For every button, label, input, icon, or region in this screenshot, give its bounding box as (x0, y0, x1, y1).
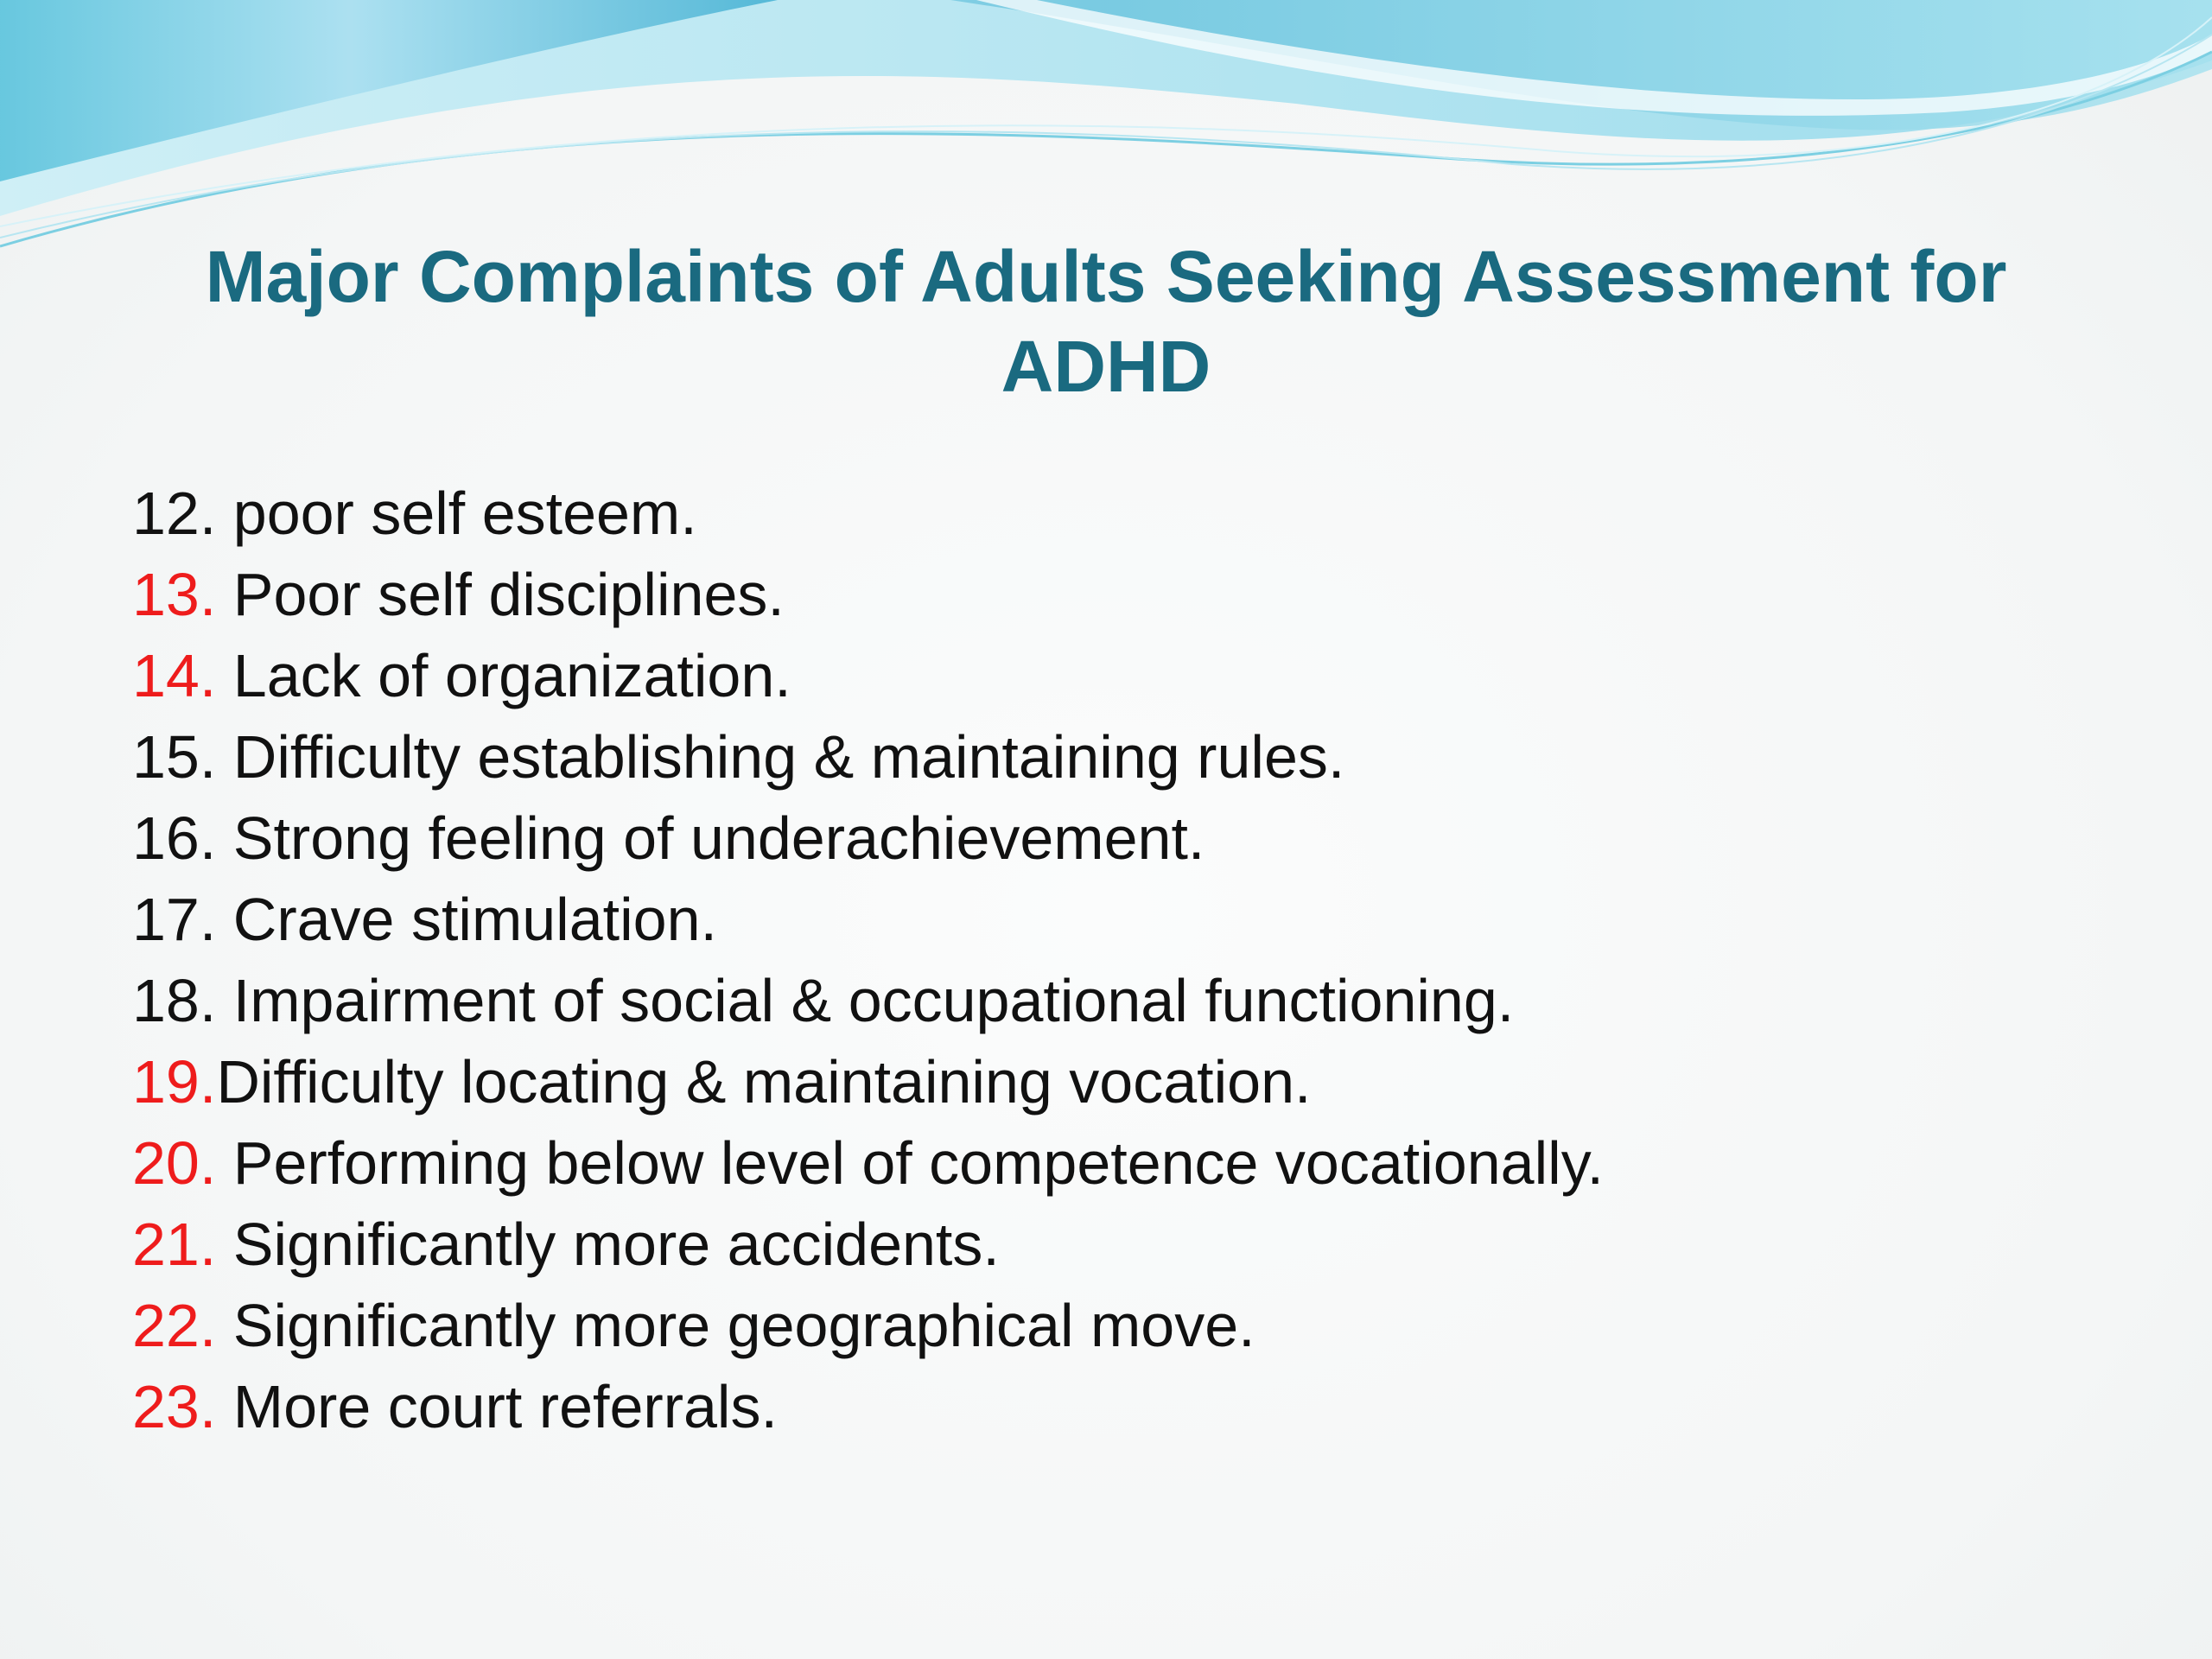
complaint-item (132, 1122, 1604, 1204)
complaint-number: 17. (132, 886, 233, 953)
complaint-item (132, 554, 1604, 635)
complaint-text: Difficulty locating & maintaining vocation. (216, 1048, 1312, 1116)
complaint-text: Performing below level of competence vocationally. (232, 1129, 1604, 1197)
complaint-text: Poor self disciplines. (232, 561, 785, 628)
complaint-item (132, 960, 1604, 1041)
complaint-item (132, 716, 1604, 798)
complaint-item (132, 473, 1604, 554)
complaint-item (132, 879, 1604, 960)
complaint-number: 13. (132, 561, 233, 628)
complaint-text: Significantly more geographical move. (232, 1292, 1255, 1359)
complaint-number: 18. (132, 967, 233, 1034)
complaint-text: Impairment of social & occupational functioning. (232, 967, 1515, 1034)
complaint-number: 22. (132, 1292, 233, 1359)
complaint-item (132, 1041, 1604, 1122)
complaint-number: 23. (132, 1373, 233, 1440)
complaint-number: 21. (132, 1211, 233, 1278)
complaint-text: Strong feeling of underachievement. (232, 804, 1205, 872)
complaint-text: Difficulty establishing & maintaining rules. (232, 723, 1345, 791)
slide-title: Major Complaints of Adults Seeking Assessment for ADHD (205, 236, 2007, 407)
complaint-item (132, 635, 1604, 716)
complaint-text: Lack of organization. (232, 642, 791, 709)
complaint-list (132, 473, 1604, 1447)
complaint-item (132, 1366, 1604, 1447)
complaint-number: 16. (132, 804, 233, 872)
complaint-number: 15. (132, 723, 233, 791)
complaint-text: More court referrals. (232, 1373, 778, 1440)
complaint-number: 14. (132, 642, 233, 709)
complaint-item (132, 798, 1604, 879)
complaint-text: poor self esteem. (232, 480, 697, 547)
complaint-item (132, 1204, 1604, 1285)
complaint-item (132, 1285, 1604, 1366)
complaint-number: 12. (132, 480, 233, 547)
complaint-text: Significantly more accidents. (232, 1211, 1000, 1278)
complaint-number: 19. (132, 1048, 217, 1116)
complaint-text: Crave stimulation. (232, 886, 717, 953)
complaint-number: 20. (132, 1129, 233, 1197)
